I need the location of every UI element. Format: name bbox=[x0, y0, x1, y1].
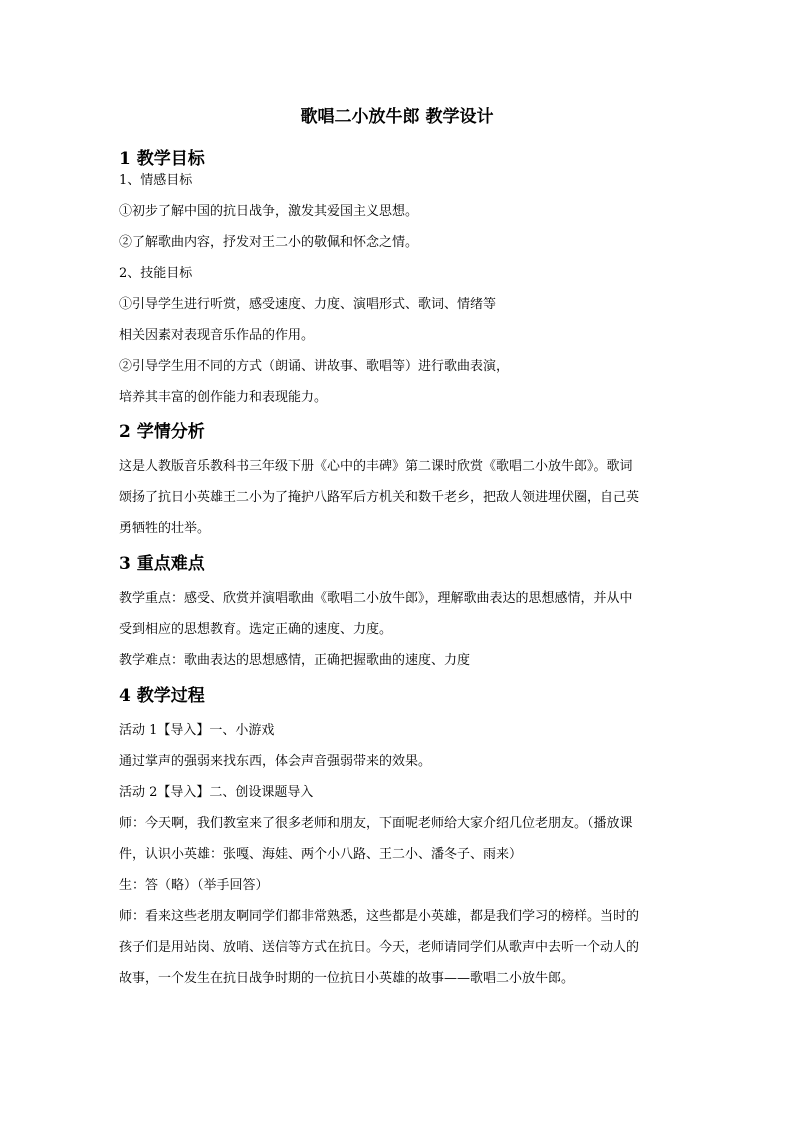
section-learner-analysis bbox=[119, 421, 679, 540]
section-heading: 3 重点难点 bbox=[119, 554, 205, 574]
paragraph-line: 颂扬了抗日小英雄王二小为了掩护八路军后方机关和数千老乡，把敌人领进埋伏圈，自己英 bbox=[119, 490, 640, 505]
paragraph-line: 培养其丰富的创作能力和表现能力。 bbox=[119, 390, 328, 405]
document-body bbox=[119, 148, 679, 990]
paragraph-line: 相关因素对表现音乐作品的作用。 bbox=[119, 328, 315, 343]
paragraph-line: 通过掌声的强弱来找东西，体会声音强弱带来的效果。 bbox=[119, 754, 432, 769]
paragraph-line: 教学重点：感受、欣赏并演唱歌曲《歌唱二小放牛郎》，理解歌曲表达的思想感情，并从中 bbox=[119, 591, 633, 606]
paragraph-line: 师：今天啊，我们教室来了很多老师和朋友，下面呢老师给大家介绍几位老朋友。（播放课 bbox=[119, 816, 633, 831]
paragraph-line: 活动 2【导入】二、创设课题导入 bbox=[119, 785, 314, 800]
paragraph-line: ①初步了解中国的抗日战争，激发其爱国主义思想。 bbox=[119, 204, 419, 219]
section-heading: 4 教学过程 bbox=[119, 686, 205, 706]
paragraph-line: 孩子们是用站岗、放哨、送信等方式在抗日。今天，老师请同学们从歌声中去听一个动人的 bbox=[119, 940, 640, 955]
paragraph-line: ②了解歌曲内容，抒发对王二小的敬佩和怀念之情。 bbox=[119, 235, 419, 250]
paragraph-line: 这是人教版音乐教科书三年级下册《心中的丰碑》第二课时欣赏《歌唱二小放牛郎》。歌词 bbox=[119, 459, 633, 474]
document-title: 歌唱二小放牛郎 教学设计 bbox=[300, 107, 494, 127]
section-heading: 2 学情分析 bbox=[119, 422, 205, 442]
paragraph-line: 生：答（略）（举手回答） bbox=[119, 878, 269, 893]
section-teaching-goals bbox=[119, 148, 679, 409]
paragraph-line: 1、情感目标 bbox=[119, 173, 193, 188]
paragraph-line: 受到相应的思想教育。选定正确的速度、力度。 bbox=[119, 622, 393, 637]
paragraph-line: 教学难点：歌曲表达的思想感情，正确把握歌曲的速度、力度 bbox=[119, 653, 471, 668]
section-key-difficulties bbox=[119, 553, 679, 672]
paragraph-line: 勇牺牲的壮举。 bbox=[119, 521, 211, 536]
paragraph-line: 师：看来这些老朋友啊同学们都非常熟悉，这些都是小英雄，都是我们学习的榜样。当时的 bbox=[119, 909, 640, 924]
paragraph-line: 2、技能目标 bbox=[119, 266, 193, 281]
paragraph-line: ①引导学生进行听赏，感受速度、力度、演唱形式、歌词、情绪等 bbox=[119, 297, 497, 312]
paragraph-line: ②引导学生用不同的方式（朗诵、讲故事、歌唱等）进行歌曲表演， bbox=[119, 359, 510, 374]
paragraph-line: 故事，一个发生在抗日战争时期的一位抗日小英雄的故事——歌唱二小放牛郎。 bbox=[119, 971, 575, 986]
paragraph-line: 活动 1【导入】一、小游戏 bbox=[119, 723, 275, 738]
section-heading: 1 教学目标 bbox=[119, 149, 205, 169]
paragraph-line: 件，认识小英雄：张嘎、海娃、两个小八路、王二小、潘冬子、雨来） bbox=[119, 847, 523, 862]
section-teaching-process bbox=[119, 685, 679, 990]
